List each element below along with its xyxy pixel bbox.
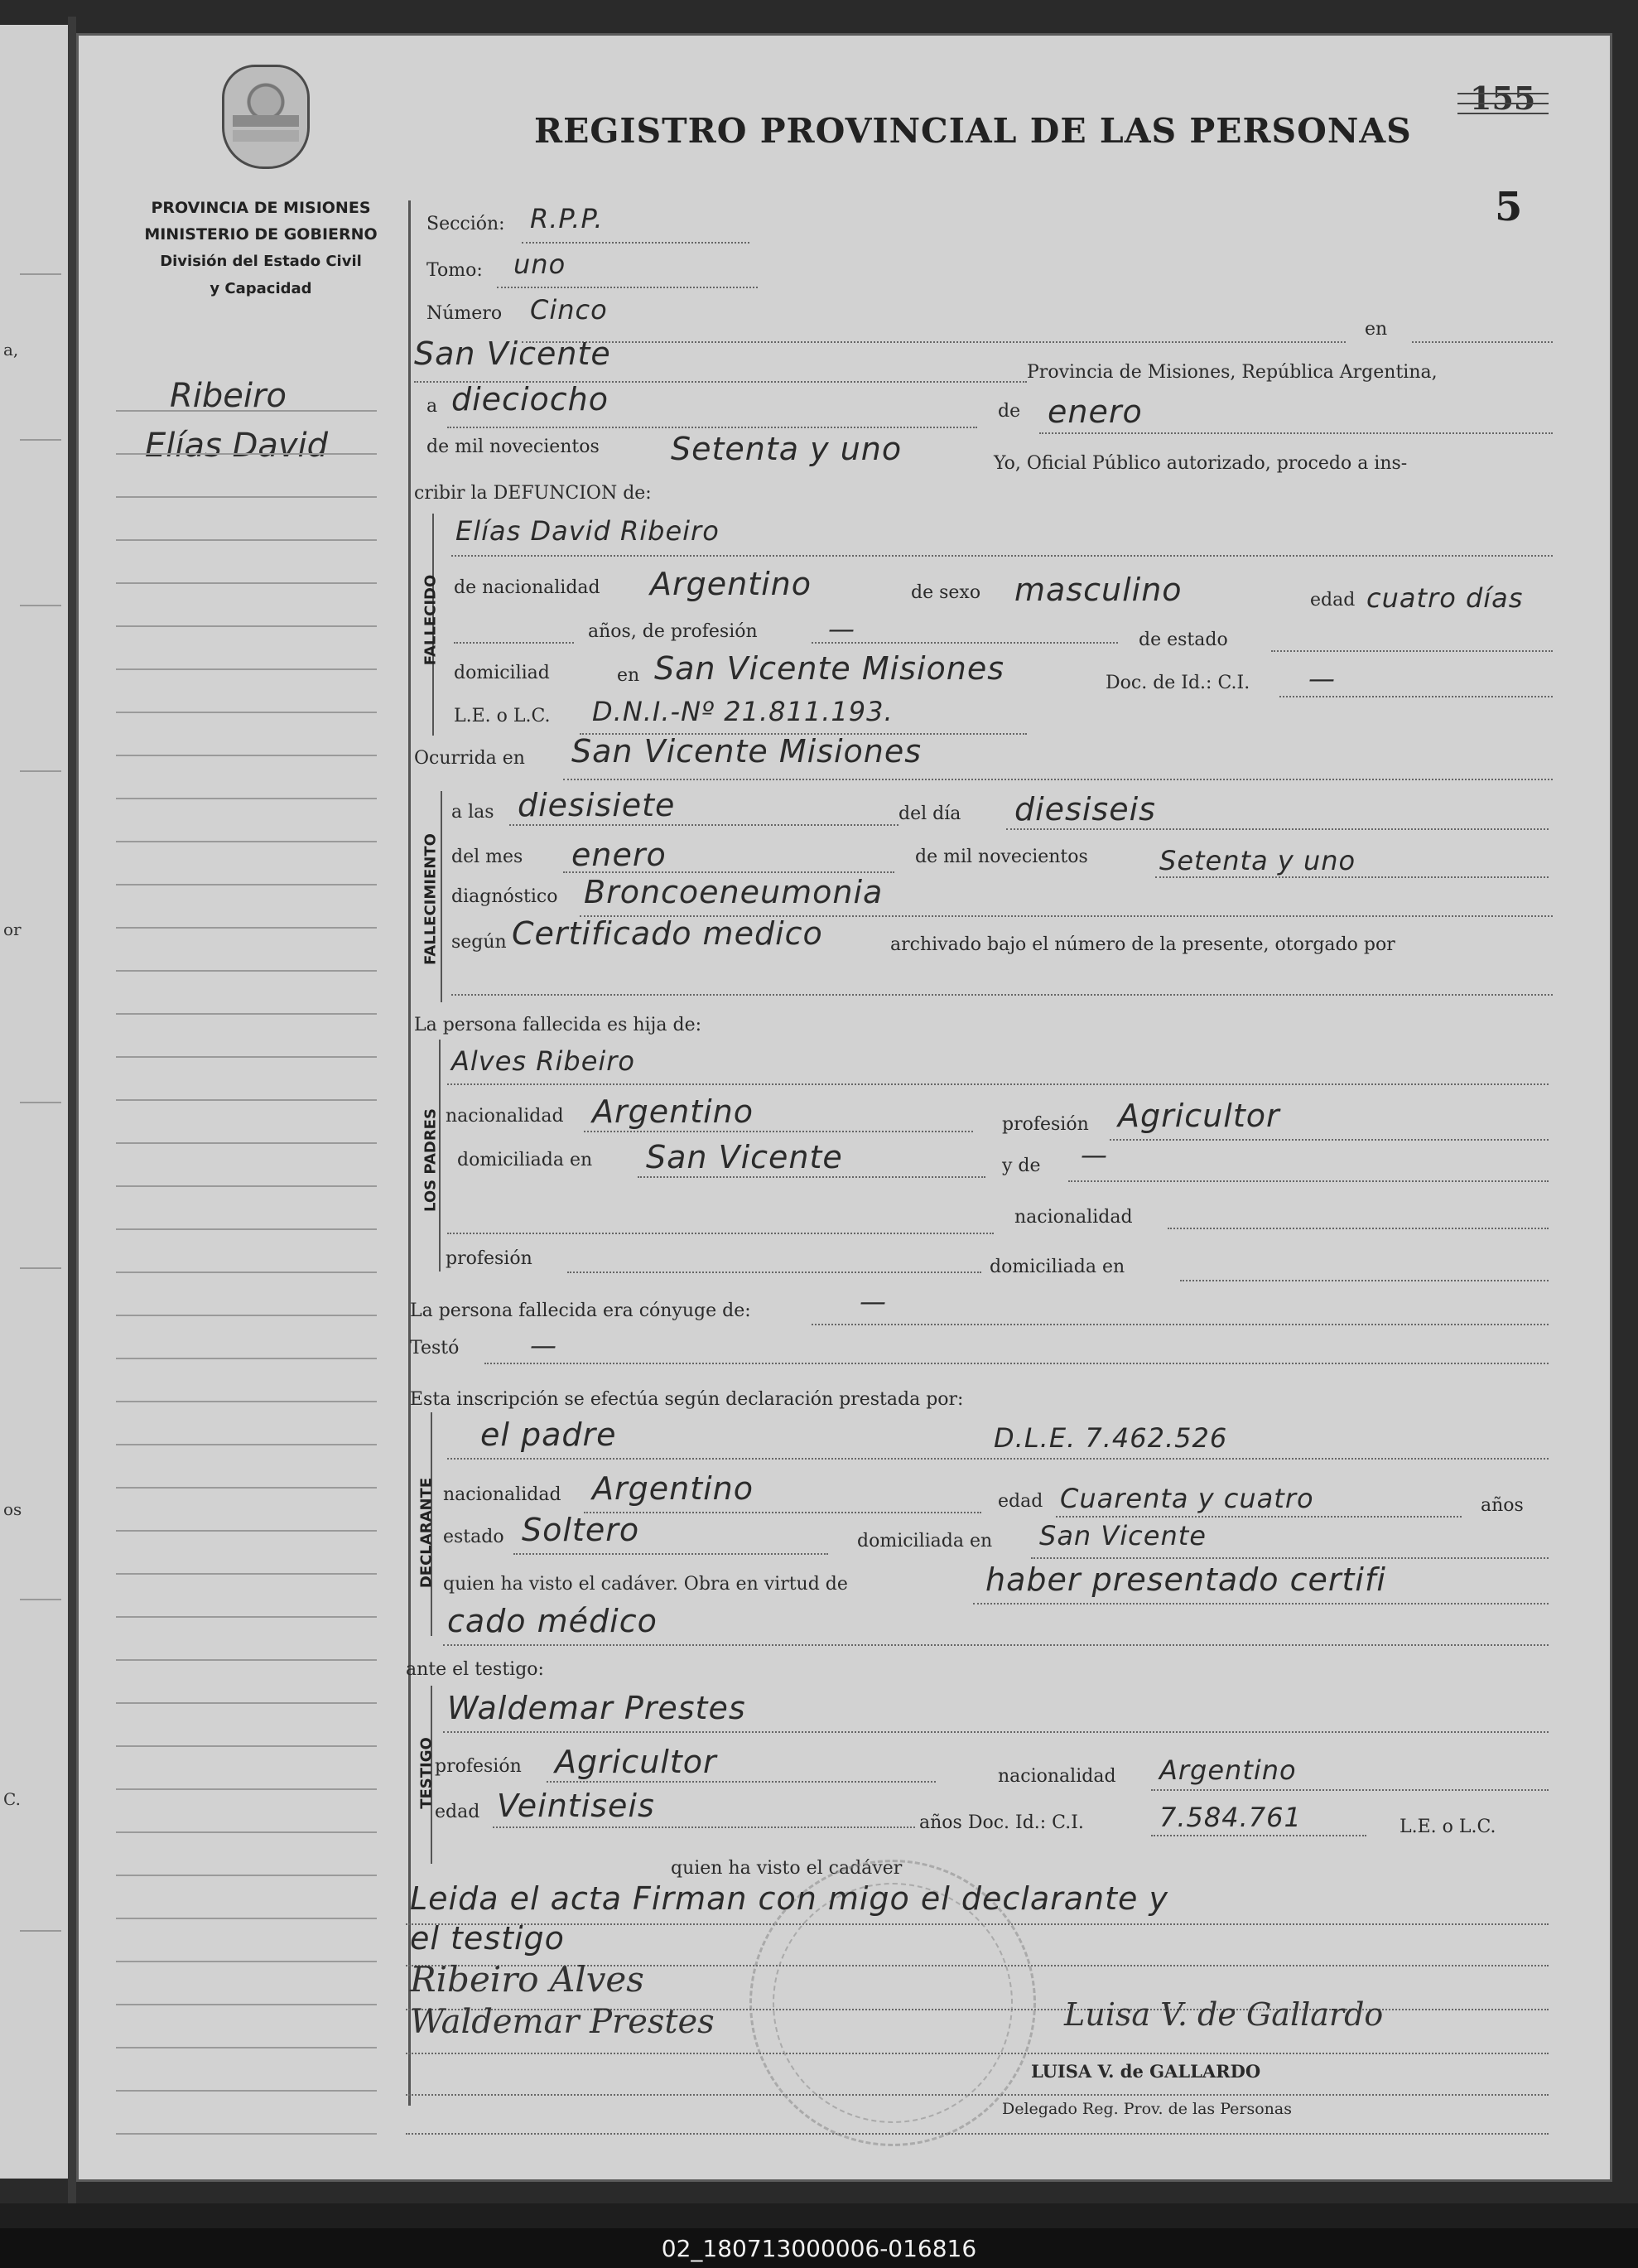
label-a: a bbox=[426, 396, 438, 417]
book-spine bbox=[68, 17, 76, 2203]
index-ruled-line bbox=[116, 496, 377, 498]
label-edad: edad bbox=[1310, 590, 1356, 610]
value-fallecido-doc: D.N.I.-Nº 21.811.193. bbox=[592, 696, 894, 727]
index-ruled-line bbox=[116, 1659, 377, 1661]
index-ruled-line bbox=[116, 1530, 377, 1532]
value-hora: diesisiete bbox=[518, 787, 676, 823]
value-seccion: R.P.P. bbox=[530, 203, 604, 234]
value-fallecido-edad: cuatro días bbox=[1366, 582, 1524, 614]
value-fallecido-profesion: — bbox=[828, 613, 855, 644]
label-y-de: y de bbox=[1002, 1156, 1041, 1176]
index-ruled-line bbox=[116, 1961, 377, 1962]
index-ruled-line bbox=[116, 1401, 377, 1402]
label-domiciliada-en-padre: domiciliada en bbox=[457, 1150, 593, 1170]
issuer-ministry: MINISTERIO DE GOBIERNO bbox=[144, 225, 378, 244]
index-ruled-line bbox=[116, 1358, 377, 1359]
index-ruled-line bbox=[116, 1013, 377, 1015]
label-tomo: Tomo: bbox=[426, 260, 483, 281]
label-en-domicilio: en bbox=[617, 665, 640, 686]
label-domiciliad: domiciliad bbox=[454, 663, 550, 683]
signature-declarante: Ribeiro Alves bbox=[410, 1959, 644, 2000]
index-column-border bbox=[408, 200, 411, 2106]
value-testo: — bbox=[530, 1329, 557, 1361]
value-testigo-nacionalidad: Argentino bbox=[1159, 1754, 1297, 1786]
value-obra-1: haber presentado certifi bbox=[985, 1561, 1386, 1598]
label-del-mes: del mes bbox=[451, 847, 523, 867]
value-mes-fallec: enero bbox=[571, 837, 667, 873]
label-profesion-testigo: profesión bbox=[435, 1756, 522, 1777]
label-domiciliada: domiciliada en bbox=[857, 1531, 993, 1551]
value-padre-profesion: Agricultor bbox=[1118, 1098, 1280, 1134]
value-segun: Certificado medico bbox=[512, 915, 823, 952]
value-declarante-doc: D.L.E. 7.462.526 bbox=[994, 1422, 1228, 1454]
index-ruled-line bbox=[116, 625, 377, 627]
label-testo: Testó bbox=[410, 1338, 460, 1358]
section-label-fallecido: FALLECIDO bbox=[422, 574, 440, 666]
value-fallecido-domicilio: San Vicente Misiones bbox=[654, 650, 1005, 687]
label-domiciliada-madre: domiciliada en bbox=[990, 1257, 1125, 1277]
label-edad-declarante: edad bbox=[998, 1491, 1043, 1512]
label-de: de bbox=[998, 401, 1021, 422]
label-segun: según bbox=[451, 932, 507, 953]
value-ocurrida: San Vicente Misiones bbox=[571, 733, 923, 770]
index-ruled-line bbox=[116, 1099, 377, 1101]
label-de-mil: de mil novecientos bbox=[426, 437, 600, 457]
value-declarante-estado: Soltero bbox=[522, 1512, 640, 1548]
label-oficial: Yo, Oficial Público autorizado, procedo a ins- bbox=[994, 453, 1408, 474]
index-ruled-line bbox=[116, 1056, 377, 1058]
index-ruled-line bbox=[116, 1702, 377, 1704]
label-cribir: cribir la DEFUNCION de: bbox=[414, 483, 652, 504]
label-le-o-lc: L.E. o L.C. bbox=[1400, 1817, 1496, 1837]
index-ruled-line bbox=[116, 755, 377, 756]
index-ruled-line bbox=[116, 539, 377, 541]
index-ruled-line bbox=[116, 1315, 377, 1316]
value-cierre-2: el testigo bbox=[410, 1920, 565, 1957]
coat-of-arms-emblem bbox=[222, 65, 310, 169]
value-numero: Cinco bbox=[530, 294, 608, 326]
index-ruled-line bbox=[116, 668, 377, 670]
oficial-nombre: LUISA V. de GALLARDO bbox=[1031, 2061, 1261, 2082]
label-numero: Número bbox=[426, 303, 503, 324]
issuer-division-2: y Capacidad bbox=[210, 280, 312, 297]
index-ruled-line bbox=[116, 1788, 377, 1790]
struck-page-number: 155 bbox=[1470, 80, 1536, 117]
issuer-division: División del Estado Civil bbox=[160, 253, 362, 270]
value-fallecido-doc-ci: — bbox=[1308, 663, 1336, 694]
file-id: 02_180713000006-016816 bbox=[661, 2235, 977, 2262]
index-ruled-line bbox=[116, 1616, 377, 1618]
value-dia: dieciocho bbox=[451, 381, 609, 417]
label-quien-visto-2: quien ha visto el cadáver bbox=[671, 1858, 903, 1879]
label-ocurrida: Ocurrida en bbox=[414, 748, 525, 769]
label-anios-doc: años Doc. Id.: C.I. bbox=[919, 1812, 1084, 1833]
index-ruled-line bbox=[116, 453, 377, 455]
value-mes: enero bbox=[1048, 393, 1143, 430]
label-de-estado: de estado bbox=[1139, 630, 1228, 650]
label-nacionalidad-fallecido: de nacionalidad bbox=[454, 577, 600, 598]
value-obra-2: cado médico bbox=[447, 1603, 658, 1639]
signature-oficial: Luisa V. de Gallardo bbox=[1064, 1996, 1384, 2033]
label-conyuge: La persona fallecida era cónyuge de: bbox=[410, 1300, 751, 1321]
index-ruled-line bbox=[116, 712, 377, 713]
previous-page-edge: a, or os C. bbox=[0, 25, 68, 2179]
label-nacionalidad-madre: nacionalidad bbox=[1014, 1207, 1133, 1228]
label-edad-testigo: edad bbox=[435, 1802, 480, 1822]
label-en: en bbox=[1365, 319, 1388, 340]
label-profesion-madre: profesión bbox=[446, 1248, 532, 1269]
index-ruled-line bbox=[116, 1918, 377, 1919]
index-ruled-line bbox=[116, 1142, 377, 1144]
index-ruled-line bbox=[116, 927, 377, 929]
value-diagnostico: Broncoeneumonia bbox=[584, 874, 884, 910]
label-quien-visto: quien ha visto el cadáver. Obra en virtud de bbox=[443, 1574, 848, 1595]
value-declarante-edad: Cuarenta y cuatro bbox=[1060, 1483, 1314, 1514]
index-ruled-line bbox=[116, 2047, 377, 2048]
index-ruled-line bbox=[116, 841, 377, 842]
label-sexo: de sexo bbox=[911, 582, 981, 603]
label-provincia: Provincia de Misiones, República Argentina, bbox=[1027, 362, 1438, 383]
index-ruled-line bbox=[116, 1487, 377, 1489]
label-a-las: a las bbox=[451, 802, 494, 823]
index-ruled-line bbox=[116, 1185, 377, 1187]
index-ruled-line bbox=[116, 1573, 377, 1575]
index-ruled-line bbox=[116, 410, 377, 412]
index-ruled-line bbox=[116, 2090, 377, 2092]
index-ruled-line bbox=[116, 970, 377, 972]
label-nacionalidad-declarante: nacionalidad bbox=[443, 1484, 561, 1505]
value-cierre-1: Leida el acta Firman con migo el declarante y bbox=[410, 1880, 1168, 1917]
section-label-testigo: TESTIGO bbox=[417, 1737, 436, 1809]
label-testigo: ante el testigo: bbox=[406, 1659, 544, 1680]
index-ruled-line bbox=[116, 798, 377, 799]
value-fallecido-nombre: Elías David Ribeiro bbox=[455, 515, 720, 547]
section-label-padres: LOS PADRES bbox=[422, 1108, 440, 1212]
index-ruled-line bbox=[116, 1444, 377, 1445]
document-title: REGISTRO PROVINCIAL DE LAS PERSONAS bbox=[534, 111, 1412, 151]
label-le-lc: L.E. o L.C. bbox=[454, 706, 551, 726]
label-diagnostico: diagnóstico bbox=[451, 886, 558, 907]
label-inscripcion: Esta inscripción se efectúa según declaración prestada por: bbox=[410, 1389, 964, 1410]
label-doc-id: Doc. de Id.: C.I. bbox=[1106, 673, 1250, 693]
value-testigo-profesion: Agricultor bbox=[555, 1744, 717, 1780]
index-ruled-line bbox=[116, 2133, 377, 2135]
label-anios-profesion: años, de profesión bbox=[588, 621, 758, 642]
label-archivado: archivado bajo el número de la presente, otorgado por bbox=[890, 934, 1395, 955]
index-ruled-line bbox=[116, 1831, 377, 1833]
value-fallecido-sexo: masculino bbox=[1014, 572, 1183, 608]
value-padre-domicilio: San Vicente bbox=[646, 1139, 843, 1175]
label-nacionalidad-padre: nacionalidad bbox=[446, 1106, 564, 1127]
value-testigo-ci: 7.584.761 bbox=[1159, 1802, 1302, 1833]
value-fallecido-nacionalidad: Argentino bbox=[650, 566, 812, 602]
value-anio-fallec: Setenta y uno bbox=[1159, 845, 1356, 876]
value-conyuge: — bbox=[860, 1286, 887, 1317]
index-ruled-line bbox=[116, 2004, 377, 2005]
value-declarante: el padre bbox=[480, 1416, 617, 1453]
value-padre-nacionalidad: Argentino bbox=[592, 1093, 754, 1130]
value-tomo: uno bbox=[513, 249, 566, 280]
label-seccion: Sección: bbox=[426, 214, 505, 234]
index-ruled-line bbox=[116, 1272, 377, 1273]
value-declarante-domicilio: San Vicente bbox=[1039, 1520, 1207, 1551]
issuer-province: PROVINCIA DE MISIONES bbox=[151, 199, 371, 217]
label-de-mil-nov: de mil novecientos bbox=[915, 847, 1088, 867]
index-ruled-line bbox=[116, 884, 377, 885]
index-given-names: Elías David bbox=[145, 427, 329, 465]
index-surname: Ribeiro bbox=[170, 377, 287, 415]
label-anios: años bbox=[1481, 1495, 1524, 1516]
value-declarante-nacionalidad: Argentino bbox=[592, 1470, 754, 1507]
value-anio: Setenta y uno bbox=[671, 431, 903, 467]
page-number: 5 bbox=[1495, 184, 1523, 230]
index-ruled-line bbox=[116, 1228, 377, 1230]
value-dia-fallec: diesiseis bbox=[1014, 791, 1156, 828]
index-ruled-line bbox=[116, 1875, 377, 1876]
section-label-fallecimiento: FALLECIMIENTO bbox=[422, 833, 440, 965]
section-label-declarante: DECLARANTE bbox=[417, 1477, 436, 1589]
label-hija-de: La persona fallecida es hija de: bbox=[414, 1015, 702, 1035]
value-lugar: San Vicente bbox=[414, 335, 611, 372]
value-testigo-edad: Veintiseis bbox=[497, 1788, 655, 1824]
label-profesion-padre: profesión bbox=[1002, 1114, 1089, 1135]
index-ruled-line bbox=[116, 1745, 377, 1747]
signature-testigo: Waldemar Prestes bbox=[410, 2003, 715, 2041]
oficial-cargo: Delegado Reg. Prov. de las Personas bbox=[1002, 2100, 1292, 2118]
value-testigo-nombre: Waldemar Prestes bbox=[447, 1690, 746, 1726]
value-madre: — bbox=[1081, 1139, 1108, 1170]
label-del-dia: del día bbox=[898, 803, 961, 824]
label-nacionalidad-testigo: nacionalidad bbox=[998, 1766, 1116, 1787]
label-estado: estado bbox=[443, 1527, 504, 1547]
index-ruled-line bbox=[116, 582, 377, 584]
value-padre-nombre: Alves Ribeiro bbox=[451, 1045, 635, 1077]
